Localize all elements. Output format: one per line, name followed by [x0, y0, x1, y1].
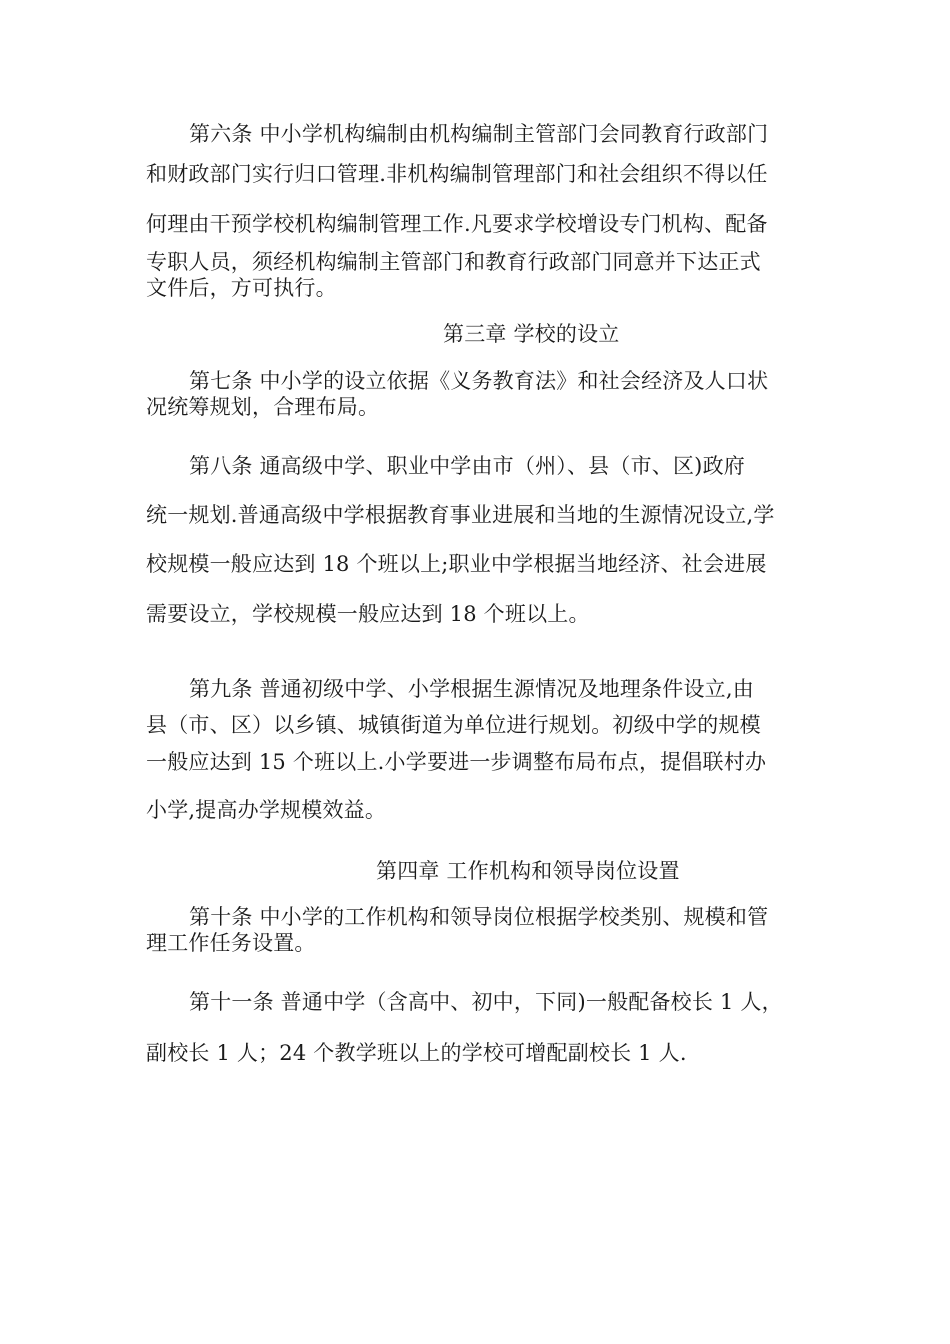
article-8-line-1: 第八条 通高级中学、职业中学由市（州）、县（市、区)政府	[189, 454, 745, 478]
article-11-line-2: 副校长 1 人；24 个教学班以上的学校可增配副校长 1 人.	[146, 1041, 687, 1065]
article-8-line-2: 统一规划.普通高级中学根据教育事业进展和当地的生源情况设立,学	[146, 503, 775, 527]
chapter-3-heading: 第三章 学校的设立	[443, 322, 620, 346]
article-6-line-3: 何理由干预学校机构编制管理工作.凡要求学校增设专门机构、配备	[146, 212, 768, 236]
article-6-line-5: 文件后，方可执行。	[146, 276, 337, 300]
article-8-line-4: 需要设立，学校规模一般应达到 18 个班以上。	[146, 602, 590, 626]
article-9-line-4: 小学,提高办学规模效益。	[146, 798, 387, 822]
article-6-line-2: 和财政部门实行归口管理.非机构编制管理部门和社会组织不得以任	[146, 162, 768, 186]
article-9-line-3: 一般应达到 15 个班以上.小学要进一步调整布局布点，提倡联村办	[146, 750, 767, 774]
article-6-line-1: 第六条 中小学机构编制由机构编制主管部门会同教育行政部门	[189, 122, 769, 146]
article-11-line-1: 第十一条 普通中学（含高中、初中，下同)一般配备校长 1 人，	[189, 990, 783, 1014]
article-10-line-2: 理工作任务设置。	[146, 931, 316, 955]
article-8-line-3: 校规模一般应达到 18 个班以上;职业中学根据当地经济、社会进展	[146, 552, 767, 576]
article-10-line-1: 第十条 中小学的工作机构和领导岗位根据学校类别、规模和管	[189, 905, 769, 929]
chapter-4-heading: 第四章 工作机构和领导岗位设置	[376, 859, 680, 883]
article-7-line-1: 第七条 中小学的设立依据《义务教育法》和社会经济及人口状	[189, 369, 769, 393]
article-6-line-4: 专职人员，须经机构编制主管部门和教育行政部门同意并下达正式	[146, 250, 761, 274]
article-7-line-2: 况统筹规划，合理布局。	[146, 395, 380, 419]
article-9-line-1: 第九条 普通初级中学、小学根据生源情况及地理条件设立,由	[189, 677, 754, 701]
article-9-line-2: 县（市、区）以乡镇、城镇街道为单位进行规划。初级中学的规模	[146, 713, 761, 737]
